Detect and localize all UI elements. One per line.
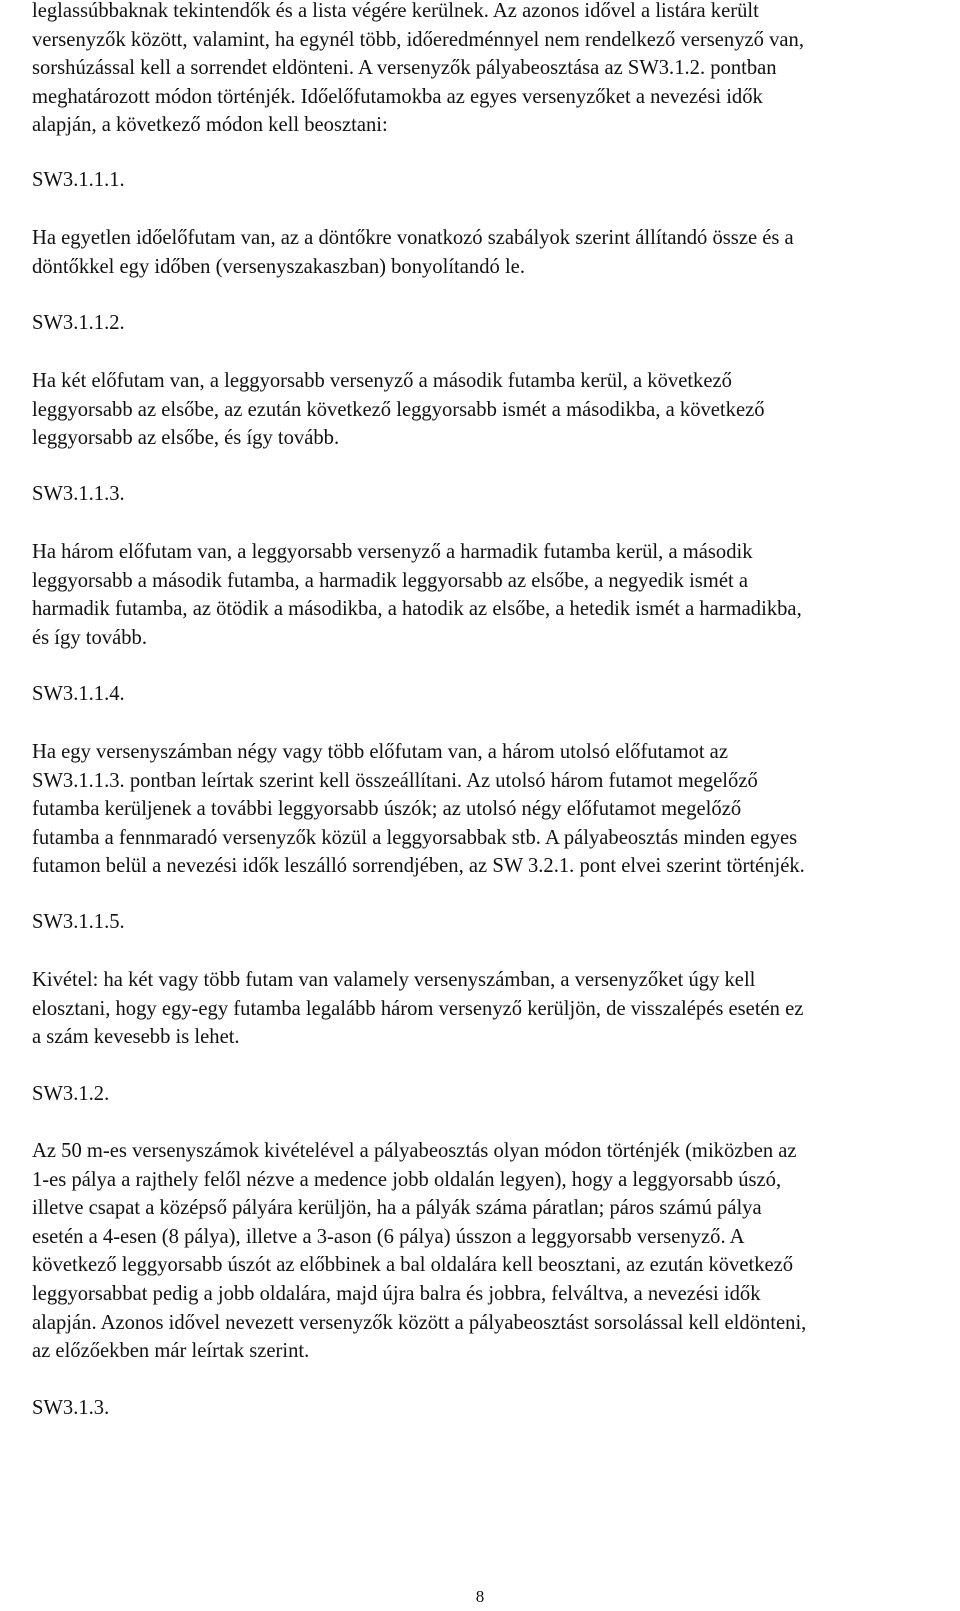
text-line: futamon belül a nevezési idők leszálló sorrendjében, az SW 3.2.1. pont elvei szerint történjék.	[32, 855, 805, 878]
section-paragraph	[32, 966, 803, 1052]
text-line: 1-es pálya a rajthely felől nézve a medence jobb oldalán legyen), hogy a leggyorsabb úszó,	[32, 1168, 782, 1191]
text-line: harmadik futamba, az ötödik a másodikba, a hatodik az elsőbe, a hetedik ismét a harmadikba,	[32, 598, 802, 621]
text-line: alapján. Azonos idővel nevezett versenyzők között a pályabeosztást sorsolással kell eldönteni,	[32, 1311, 807, 1334]
section-paragraph	[32, 538, 802, 652]
section-heading: SW3.1.1.4.	[32, 683, 125, 705]
text-line: Kivétel: ha két vagy több futam van valamely versenyszámban, a versenyzőket úgy kell	[32, 969, 756, 991]
text-line: versenyzők között, valamint, ha egynél több, időeredménnyel nem rendelkező versenyző van,	[32, 28, 804, 51]
text-line: döntőkkel egy időben (versenyszakaszban) bonyolítandó le.	[32, 255, 525, 278]
text-line: leglassúbbaknak tekintendők és a lista végére kerülnek. Az azonos idővel a listára került	[32, 0, 759, 22]
text-line: meghatározott módon történjék. Időelőfutamokba az egyes versenyzőket a nevezési idők	[32, 85, 763, 108]
intro-paragraph	[32, 0, 804, 140]
section-heading: SW3.1.3.	[32, 1397, 110, 1419]
section-paragraph	[32, 738, 805, 881]
section-paragraph	[32, 1137, 806, 1366]
text-line: Ha egyetlen időelőfutam van, az a döntőkre vonatkozó szabályok szerint állítandó össze és a	[32, 227, 794, 249]
page-number: 8	[475, 1587, 485, 1606]
section-heading: SW3.1.1.3.	[32, 483, 125, 505]
section-heading: SW3.1.2.	[32, 1083, 110, 1105]
section-paragraph	[32, 367, 765, 453]
text-line: leggyorsabbat pedig a jobb oldalára, majd újra balra és jobbra, felváltva, a nevezési idők	[32, 1282, 761, 1305]
text-line: leggyorsabb a második futamba, a harmadik leggyorsabb az elsőbe, a negyedik ismét a	[32, 569, 748, 592]
text-line: elosztani, hogy egy-egy futamba legalább három versenyző kerüljön, de visszalépés esetén ez	[32, 997, 804, 1020]
section-heading: SW3.1.1.2.	[32, 312, 125, 334]
text-line: Ha három előfutam van, a leggyorsabb versenyző a harmadik futamba kerül, a második	[32, 541, 753, 563]
text-line: alapján, a következő módon kell beosztani:	[32, 114, 388, 137]
text-line: Az 50 m-es versenyszámok kivételével a pályabeosztás olyan módon történjék (miközben az	[32, 1140, 797, 1162]
text-line: illetve csapat a középső pályára kerüljön, ha a pályák száma páratlan; páros számú pálya	[32, 1197, 762, 1220]
text-line: az előzőekben már leírtak szerint.	[32, 1340, 310, 1363]
text-line: következő leggyorsabb úszót az előbbinek a bal oldalára kell beosztani, az ezután következő	[32, 1254, 794, 1277]
text-line: leggyorsabb az elsőbe, az ezután következő leggyorsabb ismét a másodikba, a következő	[32, 398, 765, 421]
text-line: sorshúzással kell a sorrendet eldönteni. A versenyzők pályabeosztása az SW3.1.2. pontban	[32, 57, 777, 80]
text-line: leggyorsabb az elsőbe, és így tovább.	[32, 427, 340, 450]
text-line: futamba kerüljenek a további leggyorsabb úszók; az utolsó négy előfutamot megelőző	[32, 798, 742, 821]
text-line: a szám kevesebb is lehet.	[32, 1026, 240, 1049]
text-line: esetén a 4-esen (8 pálya), illetve a 3-ason (6 pálya) ússzon a leggyorsabb versenyző. A	[32, 1225, 745, 1248]
text-line: és így tovább.	[32, 626, 147, 649]
section-heading: SW3.1.1.5.	[32, 911, 125, 933]
section-heading: SW3.1.1.1.	[32, 169, 125, 191]
section-paragraph	[32, 224, 794, 281]
text-line: futamba a fennmaradó versenyzők közül a leggyorsabbak stb. A pályabeosztás minden egyes	[32, 826, 798, 849]
text-line: SW3.1.1.3. pontban leírtak szerint kell összeállítani. Az utolsó három futamot megelőző	[32, 769, 758, 792]
text-line: Ha egy versenyszámban négy vagy több előfutam van, a három utolsó előfutamot az	[32, 741, 728, 763]
text-line: Ha két előfutam van, a leggyorsabb versenyző a második futamba kerül, a következő	[32, 370, 732, 392]
